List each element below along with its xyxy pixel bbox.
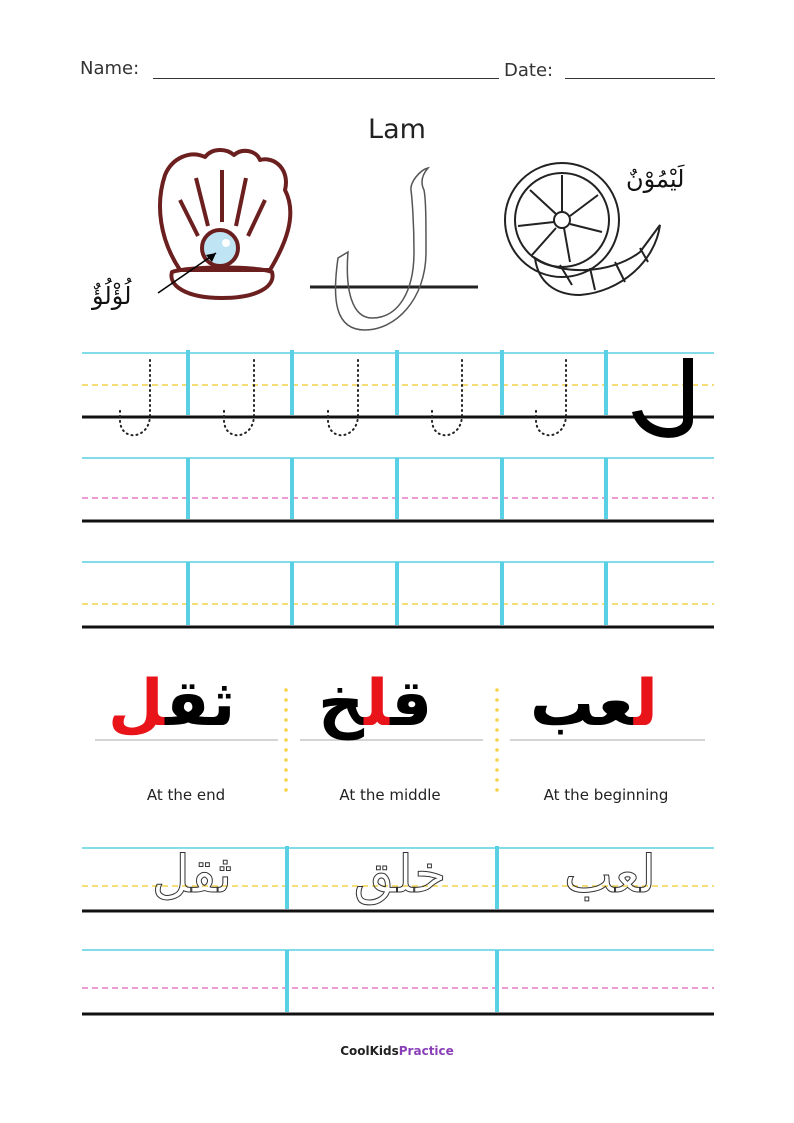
date-label: Date: (504, 60, 554, 81)
solid-letter-lam (632, 358, 693, 438)
caption-middle: At the middle (339, 786, 441, 804)
word-lam-end: ثقل (108, 667, 236, 741)
trace-word-2: خلق (353, 845, 447, 905)
trace-word-1: ثقل (151, 845, 233, 905)
word-lam-middle: قلخ (318, 667, 433, 741)
right-example-word: لَيْمُوْنٌ (626, 165, 685, 193)
page-title: Lam (368, 114, 426, 145)
grid-block-1 (82, 350, 714, 627)
caption-beginning: At the beginning (543, 786, 669, 804)
left-example-word: لُؤْلُؤٌ (92, 282, 132, 310)
trace-word-3: لعب (564, 845, 656, 905)
caption-end: At the end (146, 786, 226, 804)
brand-footer: CoolKidsPractice (340, 1044, 454, 1058)
word-lam-beginning: لعب (530, 667, 658, 741)
name-label: Name: (80, 58, 140, 79)
